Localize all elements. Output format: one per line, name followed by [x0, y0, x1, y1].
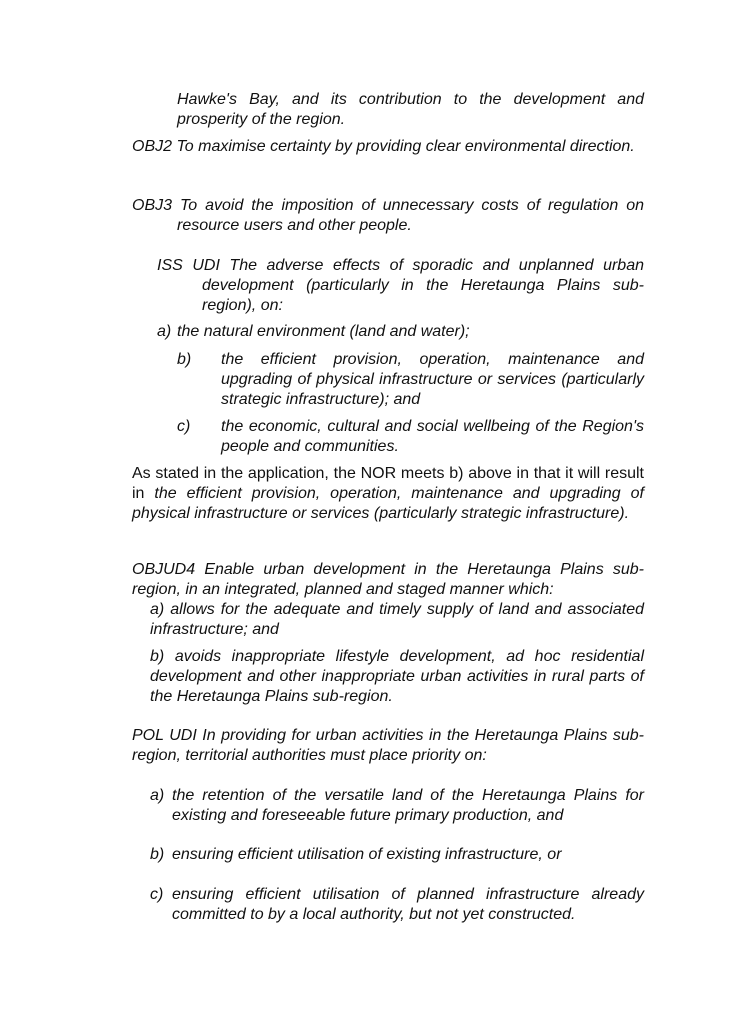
nor-statement — [132, 464, 644, 524]
list-item-text: ensuring efficient utilisation of existing infrastructure, or — [172, 846, 562, 863]
list-item-text: the natural environment (land and water); — [177, 323, 470, 340]
list-label: b) — [150, 846, 165, 863]
list-item-text: the efficient provision, operation, maintenance and upgrading of physical infrastructure or services (particularly strategic infrastructure); and — [221, 351, 644, 408]
statement-lead: As stated in the application, the NOR meets b) above in that it will result in — [132, 465, 644, 502]
statement-quote: the efficient provision, operation, maintenance and upgrading of physical infrastructure or services (particularly strategic infrastructure). — [132, 485, 644, 522]
list-item-text: the retention of the versatile land of the Heretaunga Plains for existing and foreseeable future primary production, and — [172, 787, 644, 824]
list-item-text: ensuring efficient utilisation of planned infrastructure already committed to by a local authority, but not yet constructed. — [172, 886, 644, 923]
objud4-item-b: b) avoids inappropriate lifestyle development, ad hoc residential development and other inappropriate urban activities in rural parts of the Heretaunga Plains sub-region. — [150, 648, 644, 705]
list-label: c) — [150, 886, 164, 903]
list-label: a) — [157, 323, 172, 340]
intro-continuation: Hawke's Bay, and its contribution to the development and prosperity of the region. — [177, 91, 644, 128]
issue-udi: ISS UDI The adverse effects of sporadic and unplanned urban development (particularly in the Heretaunga Plains sub-region), on: — [157, 257, 644, 314]
objective-objud4: OBJUD4 Enable urban development in the Heretaunga Plains sub-region, in an integrated, planned and staged manner which: — [132, 561, 644, 598]
objective-obj2: OBJ2 To maximise certainty by providing clear environmental direction. — [132, 138, 635, 155]
list-item-text: the economic, cultural and social wellbeing of the Region's people and communities. — [221, 418, 644, 455]
list-label: c) — [177, 418, 191, 435]
objective-obj3: OBJ3 To avoid the imposition of unnecessary costs of regulation on resource users and other people. — [132, 197, 644, 234]
objud4-item-a: a) allows for the adequate and timely supply of land and associated infrastructure; and — [150, 601, 644, 638]
list-label: b) — [177, 351, 192, 368]
list-label: a) — [150, 787, 165, 804]
policy-pol-udi: POL UDI In providing for urban activities in the Heretaunga Plains sub-region, territorial authorities must place priority on: — [132, 727, 644, 764]
